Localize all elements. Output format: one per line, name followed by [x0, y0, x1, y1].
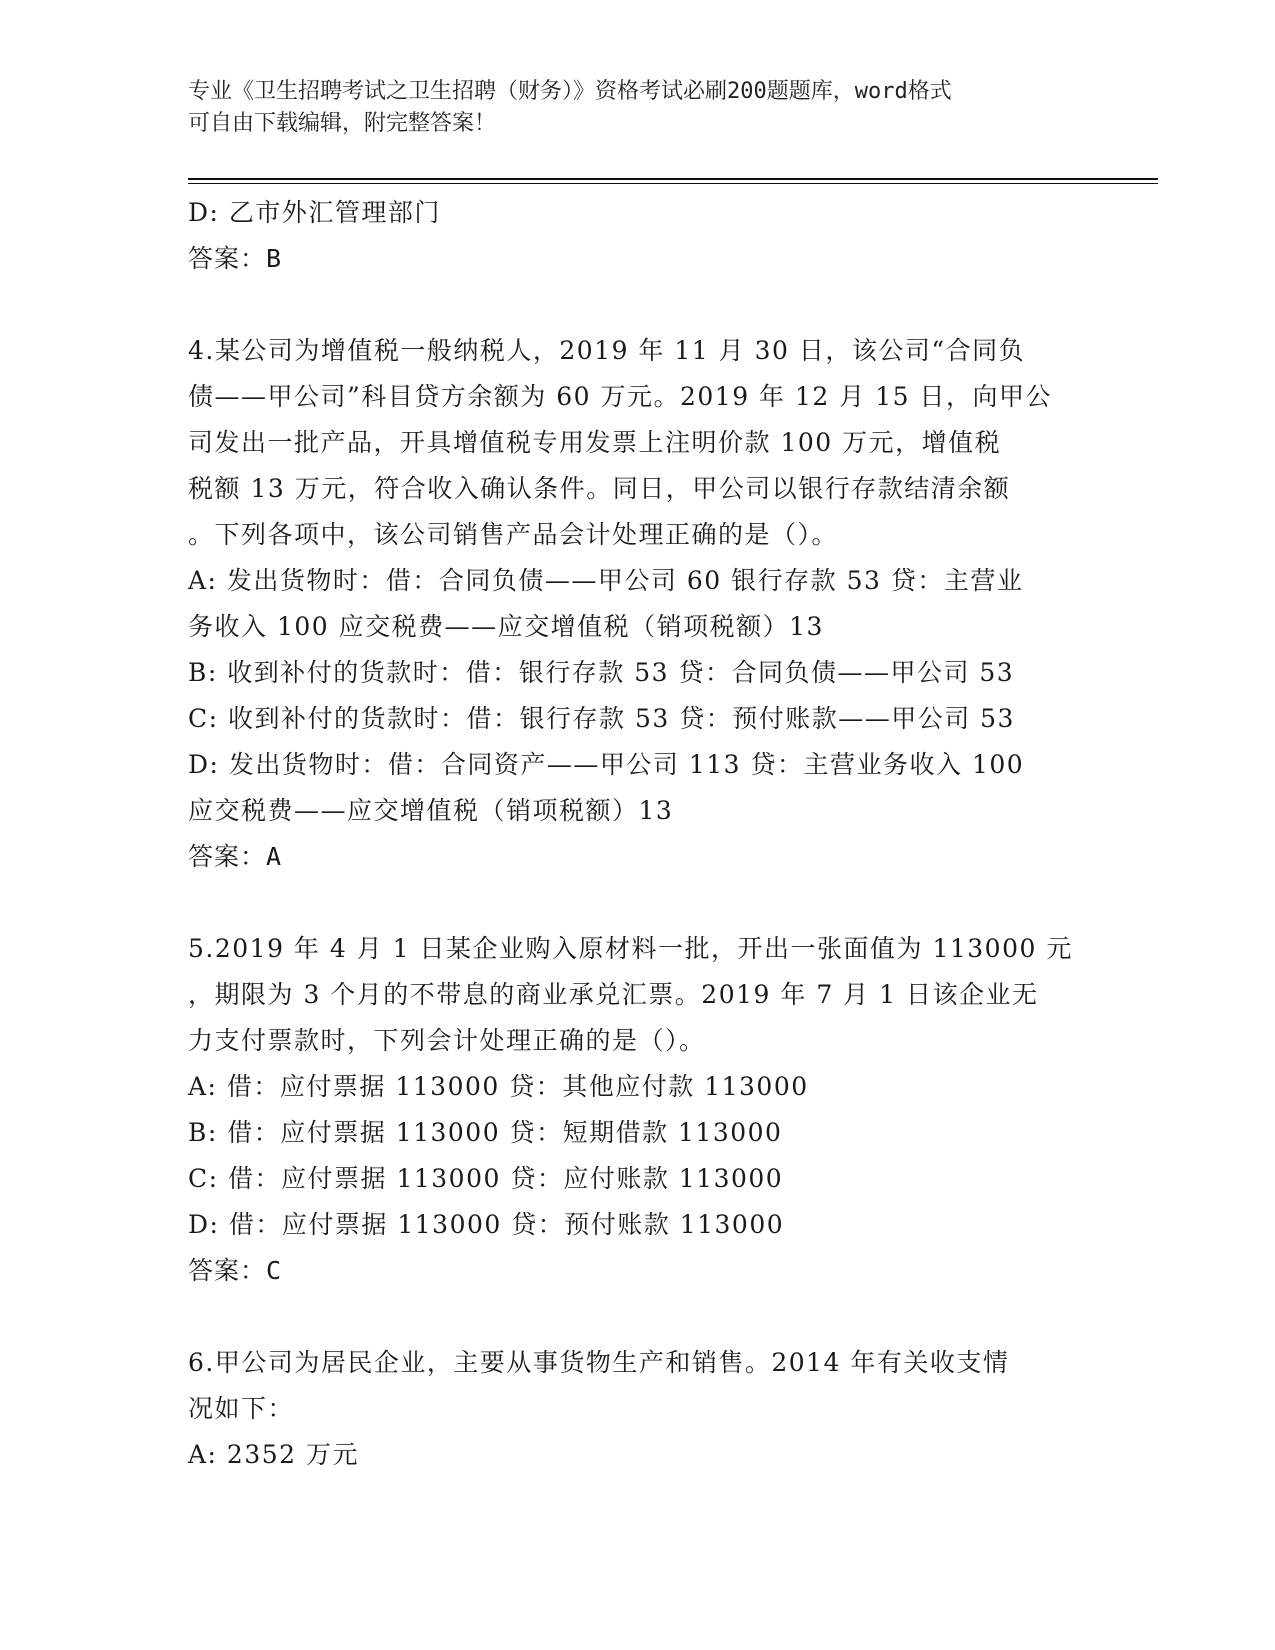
question-stem-line: 况如下：: [188, 1394, 295, 1423]
option-a: A: 2352 万元: [188, 1440, 359, 1469]
option-d: D: 发出货物时：借：合同资产——甲公司 113 贷：主营业务收入 100: [188, 750, 1025, 779]
header-divider-thin: [188, 183, 1158, 184]
header-title-line-2: 可自由下载编辑，附完整答案！: [188, 111, 497, 136]
option-b: B: 借：应付票据 113000 贷：短期借款 113000: [188, 1118, 783, 1147]
question-content: [188, 190, 1078, 1478]
answer-line: 答案：A: [188, 842, 283, 871]
question-stem-line: 。下列各项中，该公司销售产品会计处理正确的是（）。: [188, 520, 839, 549]
option-d-continued: 应交税费——应交增值税（销项税额）13: [188, 796, 674, 825]
question-stem-line: 6.甲公司为居民企业，主要从事货物生产和销售。2014 年有关收支情: [188, 1348, 1010, 1377]
question-stem-line: 税额 13 万元，符合收入确认条件。同日，甲公司以银行存款结清余额: [188, 474, 1011, 503]
question-stem-line: 5.2019 年 4 月 1 日某企业购入原材料一批，开出一张面值为 113000 元: [188, 934, 1073, 963]
question-stem-line: 司发出一批产品，开具增值税专用发票上注明价款 100 万元，增值税: [188, 428, 1002, 457]
question-5: [188, 926, 1078, 1294]
answer-line: 答案：C: [188, 1256, 283, 1285]
option-d: D: 乙市外汇管理部门: [188, 198, 441, 227]
answer-line: 答案：B: [188, 244, 283, 273]
option-a: A: 借：应付票据 113000 贷：其他应付款 113000: [188, 1072, 809, 1101]
question-stem-line: ，期限为 3 个月的不带息的商业承兑汇票。2019 年 7 月 1 日该企业无: [188, 980, 1039, 1009]
option-d: D: 借：应付票据 113000 贷：预付账款 113000: [188, 1210, 785, 1239]
option-c: C: 收到补付的货款时：借：银行存款 53 贷：预付账款——甲公司 53: [188, 704, 1015, 733]
question-spacer: [188, 1294, 1078, 1340]
question-6: [188, 1340, 1078, 1478]
question-spacer: [188, 282, 1078, 328]
option-c: C: 借：应付票据 113000 贷：应付账款 113000: [188, 1164, 784, 1193]
option-a: A: 发出货物时：借：合同负债——甲公司 60 银行存款 53 贷：主营业: [188, 566, 1024, 595]
question-stem-line: 4.某公司为增值税一般纳税人，2019 年 11 月 30 日，该公司“合同负: [188, 336, 1026, 365]
question-4: [188, 328, 1078, 880]
question-stem-line: 力支付票款时，下列会计处理正确的是（）。: [188, 1026, 706, 1055]
question-3-tail: [188, 190, 1078, 282]
option-b: B: 收到补付的货款时：借：银行存款 53 贷：合同负债——甲公司 53: [188, 658, 1015, 687]
question-stem-line: 债——甲公司”科目贷方余额为 60 万元。2019 年 12 月 15 日，向甲公: [188, 382, 1052, 411]
question-spacer: [188, 880, 1078, 926]
header-divider-thick: [188, 178, 1158, 180]
header-title-line-1: 专业《卫生招聘考试之卫生招聘（财务）》资格考试必刷200题题库，word格式: [188, 79, 952, 104]
option-a-continued: 务收入 100 应交税费——应交增值税（销项税额）13: [188, 612, 824, 641]
page-header: [188, 76, 1068, 140]
